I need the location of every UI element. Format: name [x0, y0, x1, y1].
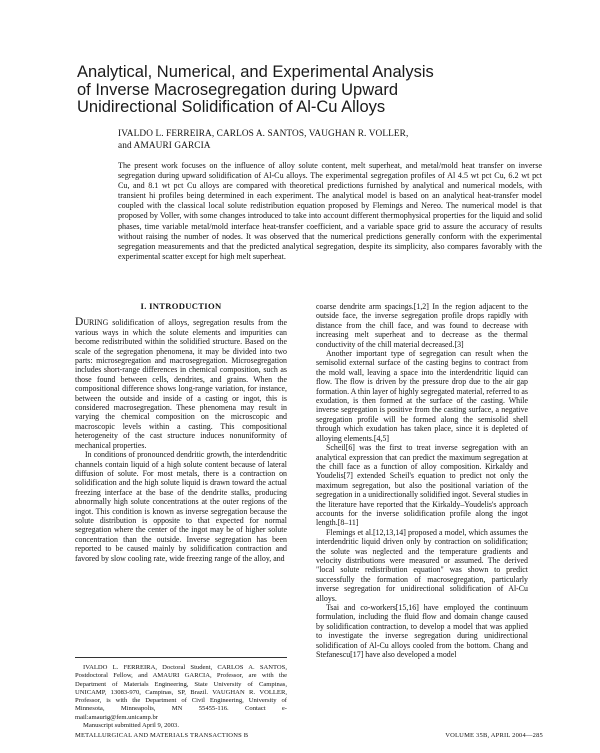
body-paragraph: Flemings et al.[12,13,14] proposed a model, which assumes the interdendritic liquid driven only by contraction on solidification; the solute was neglected and the temperature gradients and velocity distributions were measured or assumed. The derived "local solute redistribution equation" was shown to predict successfully the formation of macrosegregation, particularly inverse segregation for unidirectional solidification of Al-Cu alloys.	[316, 527, 528, 603]
author-line: and AMAURI GARCIA	[118, 141, 211, 151]
left-column	[75, 302, 287, 563]
body-paragraph: Another important type of segregation can result when the semisolid external surface of the casting begins to contract from the mold wall, leaving a space into the interdendritic liquid can flow. The flow is driven by the pressure drop due to the air gap formation. A thin layer of highly segregated material, referred to as exudation, is then formed at the surface of the casting. While inverse segregation is positive from the casting surface, a negative segregation profile will be formed along the semisolid shell through which exudation has taken place, since it is depleted of alloying elements.[4,5]	[316, 349, 528, 443]
title-line: Unidirectional Solidification of Al-Cu Alloys	[77, 98, 386, 116]
paper-title	[77, 64, 557, 117]
affiliation-note: IVALDO L. FERREIRA, Doctoral Student, CARLOS A. SANTOS, Postdoctoral Fellow, and AMAURI GARCIA, Professor, are with the Department of Materials Engineering, State University of Campinas, UNICAMP, 13083-970, Campinas, SP, Brazil. VAUGHAN R. VOLLER, Professor, is with the Department of Civil Engineering, University of Minnesota, Minneapolis, MN 55455-116. Contact e-mail:amaurig@fem.unicamp.br	[75, 664, 287, 721]
title-line: of Inverse Macrosegregation during Upward	[77, 80, 399, 99]
abstract: The present work focuses on the influence of alloy solute content, melt superheat, and metal/mold heat transfer on inverse segregation during upward solidification of Al-Cu alloys. The experimental segregation profiles of Al 4.5 wt pct Cu, 6.2 wt pct Cu, and 8.1 wt pct Cu alloys are compared with theoretical predictions furnished by analytical and numerical models, with transient hi profiles being determined in each experiment. The analytical model is based on an analytical heat-transfer model coupled with the classical local solute redistribution equation proposed by Flemings and Nereo. The numerical model is that proposed by Voller, with some changes introduced to take into account different thermophysical properties for the liquid and solid phases, time variable metal/mold interface heat-transfer coefficient, and a variable space grid to assure the accuracy of results without raising the number of nodes. It was observed that the numerical predictions generally conform with the experimental segregation measurements and that the predicted analytical segregation, despite its simplicity, also compares favorably with the experimental scatter except for high melt superheat.	[118, 161, 542, 261]
body-paragraph: Tsai and co-workers[15,16] have employed the continuum formulation, including the fluid flow and domain change caused by solidification contraction, to develop a model that was applied to investigate the inverse segregation during unidirectional solidification of Al-Cu alloys cooled from the bottom. Chang and Stefanescu[17] have also developed a model	[316, 603, 528, 660]
paragraph-text: URING solidification of alloys, segregation results from the various ways in which the solute elements and impurities can become redistributed within the solidified structure. Based on the scale of the segregation phenomena, it may be divided into two parts: microsegregation and macrosegregation. Microsegregation includes short-range differences in chemical composition, such as those found between cells, dendrites, and grains. When the compositional difference shows long-range variation, for instance, between the outside and inside of a casting or ingot, this is considered macrosegregation. These phenomena may result in varying the chemical composition on the microscopic and macroscopic levels within a casting. This compositional heterogeneity of the cast structure induces nonuniformity of mechanical properties.	[75, 318, 287, 450]
journal-name: METALLURGICAL AND MATERIALS TRANSACTIONS B	[75, 732, 249, 739]
body-paragraph: Scheil[6] was the first to treat inverse segregation with an analytical expression that can predict the maximum segregation at the chill face as a function of alloy composition. Kirkaldy and Youdelis[7] extended Scheil's equation to predict not only the maximum segregation, but also the positional variation of the segregation in a unidirectionally solidified ingot. Several studies in the literature have reported that the Kirkaldy–Youdelis's approach accounts for the inverse solidification profile along the ingot length.[8–11]	[316, 443, 528, 528]
intro-paragraph	[75, 450, 287, 563]
drop-cap: D	[75, 316, 84, 329]
intro-paragraph	[75, 318, 287, 450]
body-paragraph: coarse dendrite arm spacings.[1,2] In the region adjacent to the outside face, the inverse segregation profile drops rapidly with distance from the chill face, and was found to decrease with increasing melt superheat and to decrease as the thermal conductivity of the chill material decreased.[3]	[316, 302, 528, 349]
manuscript-note: Manuscript submitted April 9, 2003.	[83, 722, 179, 730]
author-footnote	[75, 657, 287, 730]
title-line: Analytical, Numerical, and Experimental Analysis	[77, 63, 434, 81]
right-column	[316, 302, 528, 659]
author-list	[118, 128, 538, 152]
paragraph-text: In conditions of pronounced dendritic growth, the interdendritic channels contain liquid of a high solute content because of lateral diffusion of solute. For most metals, there is a contraction on solidification and the high solute liquid is drawn toward the actual freezing interface at the base of the dendrite stalks, producing abnormally high solute concentrations at the outer regions of the ingot. This condition is known as inverse segregation because the solute distribution is opposite to that expected for normal segregation where the center of the ingot may be of higher solute concentration than the outside. Inverse segregation has been reported to be caused mainly by solidification contraction and favored by slow cooling rate, wide freezing range of the alloy, and	[75, 450, 287, 563]
volume-page: VOLUME 35B, APRIL 2004—285	[445, 732, 543, 739]
section-heading: I. INTRODUCTION	[140, 301, 222, 311]
author-line: IVALDO L. FERREIRA, CARLOS A. SANTOS, VAUGHAN R. VOLLER,	[118, 129, 409, 139]
